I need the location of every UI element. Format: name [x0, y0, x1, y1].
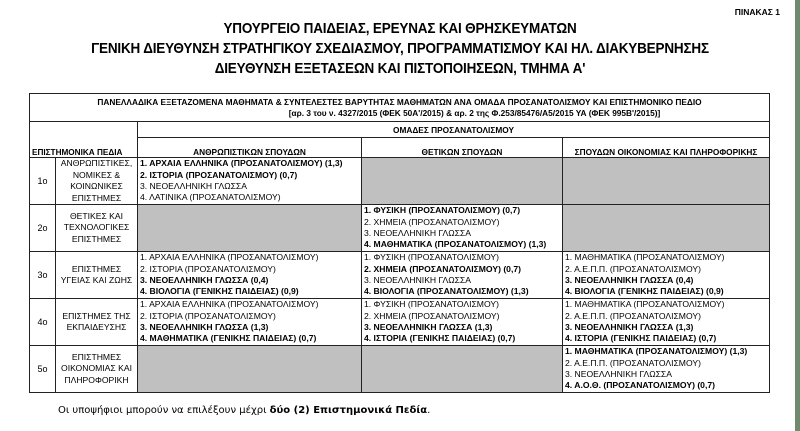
- directorate-title: ΔΙΕΥΘΥΝΣΗ ΕΞΕΤΑΣΕΩΝ ΚΑΙ ΠΙΣΤΟΠΟΙΗΣΕΩΝ, ΤΜΗΜΑ Α': [214, 60, 586, 77]
- empty-cell-economics-informatics: [563, 158, 770, 205]
- column-header-humanities: ΑΝΘΡΩΠΙΣΤΙΚΩΝ ΣΠΟΥΔΩΝ: [138, 138, 362, 158]
- directorate-general-title: ΓΕΝΙΚΗ ΔΙΕΥΘΥΝΣΗ ΣΤΡΑΤΗΓΙΚΟΥ ΣΧΕΔΙΑΣΜΟΥ, ΠΡΟΓΡΑΜΜΑΤΙΣΜΟΥ ΚΑΙ ΗΛ. ΔΙΑΚΥΒΕΡΝΗΣΗΣ: [91, 40, 709, 57]
- subject-item: 2. ΧΗΜΕΙΑ (ΠΡΟΣΑΝΑΤΟΛΙΣΜΟΥ) (0,7): [364, 263, 521, 274]
- subject-item: 4. ΒΙΟΛΟΓΙΑ (ΠΡΟΣΑΝΑΤΟΛΙΣΜΟΥ) (1,3): [364, 286, 529, 297]
- subject-item: 2. Α.Ε.Π.Π. (ΠΡΟΣΑΝΑΤΟΛΙΣΜΟΥ): [565, 357, 701, 368]
- subjects-cell-economics-informatics: [563, 252, 770, 299]
- table-number-label: ΠΙΝΑΚΑΣ 1: [734, 7, 780, 17]
- subject-item: 1. ΦΥΣΙΚΗ (ΠΡΟΣΑΝΑΤΟΛΙΣΜΟΥ) (0,7): [364, 205, 521, 216]
- field-name: ΘΕΤΙΚΕΣ ΚΑΙ ΤΕΧΝΟΛΟΓΙΚΕΣ ΕΠΙΣΤΗΜΕΣ: [56, 205, 138, 252]
- table-caption-line2: [αρ. 3 του ν. 4327/2015 (ΦΕΚ 50Α'/2015) & αρ. 2 της Φ.253/85476/Α5/2015 ΥΑ (ΦΕΚ 995Β'/2015)]: [288, 107, 661, 118]
- subject-item: 2. ΧΗΜΕΙΑ (ΠΡΟΣΑΝΑΤΟΛΙΣΜΟΥ): [364, 216, 500, 227]
- subject-item: 1. ΜΑΘΗΜΑΤΙΚΑ (ΠΡΟΣΑΝΑΤΟΛΙΣΜΟΥ) (1,3): [565, 346, 748, 357]
- subject-item: 4. ΜΑΘΗΜΑΤΙΚΑ (ΓΕΝΙΚΗΣ ΠΑΙΔΕΙΑΣ) (0,7): [140, 333, 317, 344]
- empty-cell-sciences: [362, 158, 563, 205]
- footer-note-emphasis: δύο (2) Επιστημονικά Πεδία: [269, 405, 428, 416]
- subject-item: 4. ΙΣΤΟΡΙΑ (ΓΕΝΙΚΗΣ ΠΑΙΔΕΙΑΣ) (0,7): [364, 333, 516, 344]
- subject-item: 3. ΝΕΟΕΛΛΗΝΙΚΗ ΓΛΩΣΣΑ (1,3): [565, 322, 694, 332]
- footer-note: [58, 405, 430, 416]
- field-name: ΕΠΙΣΤΗΜΕΣ ΤΗΣ ΕΚΠΑΙΔΕΥΣΗΣ: [56, 299, 138, 346]
- window-edge-bar: [795, 0, 800, 431]
- subject-item: 1. ΜΑΘΗΜΑΤΙΚΑ (ΠΡΟΣΑΝΑΤΟΛΙΣΜΟΥ): [565, 299, 725, 310]
- table-row: [30, 252, 770, 299]
- subject-item: 1. ΜΑΘΗΜΑΤΙΚΑ (ΠΡΟΣΑΝΑΤΟΛΙΣΜΟΥ): [565, 252, 725, 263]
- subjects-cell-sciences: [362, 252, 563, 299]
- field-number: 2ο: [30, 205, 56, 252]
- fields-header: ΕΠΙΣΤΗΜΟΝΙΚΑ ΠΕΔΙΑ: [30, 122, 138, 158]
- subject-item: 1. ΑΡΧΑΙΑ ΕΛΛΗΝΙΚΑ (ΠΡΟΣΑΝΑΤΟΛΙΣΜΟΥ): [140, 299, 319, 310]
- empty-cell-economics-informatics: [563, 205, 770, 252]
- subject-item: 4. Α.Ο.Θ. (ΠΡΟΣΑΝΑΤΟΛΙΣΜΟΥ) (0,7): [565, 380, 715, 391]
- subject-item: 4. ΛΑΤΙΝΙΚΑ (ΠΡΟΣΑΝΑΤΟΛΙΣΜΟΥ): [140, 192, 281, 203]
- subject-item: 3. ΝΕΟΕΛΛΗΝΙΚΗ ΓΛΩΣΣΑ (1,3): [364, 322, 493, 332]
- ministry-title: ΥΠΟΥΡΓΕΙΟ ΠΑΙΔΕΙΑΣ, ΕΡΕΥΝΑΣ ΚΑΙ ΘΡΗΣΚΕΥΜΑΤΩΝ: [223, 20, 577, 37]
- subjects-cell-economics-informatics: [563, 299, 770, 346]
- field-number: 5ο: [30, 346, 56, 393]
- subject-item: 4. ΒΙΟΛΟΓΙΑ (ΓΕΝΙΚΗΣ ΠΑΙΔΕΙΑΣ) (0,9): [565, 286, 724, 297]
- subjects-cell-humanities: [138, 252, 362, 299]
- subjects-cell-humanities: [138, 299, 362, 346]
- field-name: ΑΝΘΡΩΠΙΣΤΙΚΕΣ, ΝΟΜΙΚΕΣ & ΚΟΙΝΩΝΙΚΕΣ ΕΠΙΣΤΗΜΕΣ: [56, 158, 138, 205]
- table-caption-line1: ΠΑΝΕΛΛΑΔΙΚΑ ΕΞΕΤΑΖΟΜΕΝΑ ΜΑΘΗΜΑΤΑ & ΣΥΝΤΕΛΕΣΤΕΣ ΒΑΡΥΤΗΤΑΣ ΜΑΘΗΜΑΤΩΝ ΑΝΑ ΟΜΑΔΑ ΠΡΟΣΑΝΑΤΟΛΙΣΜΟΥ ΚΑΙ ΕΠΙΣΤΗΜΟΝΙΚΟ ΠΕΔΙΟ: [97, 96, 702, 107]
- empty-cell-sciences: [362, 346, 563, 393]
- footer-note-text: Οι υποψήφιοι μπορούν να επιλέξουν μέχρι: [58, 405, 270, 416]
- subject-item: 1. ΦΥΣΙΚΗ (ΠΡΟΣΑΝΑΤΟΛΙΣΜΟΥ): [364, 299, 499, 310]
- column-header-economics-informatics: ΣΠΟΥΔΩΝ ΟΙΚΟΝΟΜΙΑΣ ΚΑΙ ΠΛΗΡΟΦΟΡΙΚΗΣ: [563, 138, 770, 158]
- table-row: [30, 205, 770, 252]
- table-row: [30, 346, 770, 393]
- table-caption: [30, 94, 770, 122]
- subjects-cell-sciences: [362, 205, 563, 252]
- column-header-sciences: ΘΕΤΙΚΩΝ ΣΠΟΥΔΩΝ: [362, 138, 563, 158]
- table-row: [30, 299, 770, 346]
- subjects-table: [29, 93, 770, 393]
- subject-item: 2. Α.Ε.Π.Π. (ΠΡΟΣΑΝΑΤΟΛΙΣΜΟΥ): [565, 263, 701, 274]
- subject-item: 3. ΝΕΟΕΛΛΗΝΙΚΗ ΓΛΩΣΣΑ: [140, 181, 247, 191]
- subject-item: 4. ΜΑΘΗΜΑΤΙΚΑ (ΠΡΟΣΑΝΑΤΟΛΙΣΜΟΥ) (1,3): [364, 239, 547, 250]
- subjects-cell-humanities: [138, 158, 362, 205]
- subject-item: 3. ΝΕΟΕΛΛΗΝΙΚΗ ΓΛΩΣΣΑ: [364, 228, 471, 238]
- subject-item: 3. ΝΕΟΕΛΛΗΝΙΚΗ ΓΛΩΣΣΑ: [364, 275, 471, 285]
- subject-item: 2. ΙΣΤΟΡΙΑ (ΠΡΟΣΑΝΑΤΟΛΙΣΜΟΥ): [140, 263, 276, 274]
- subject-item: 1. ΑΡΧΑΙΑ ΕΛΛΗΝΙΚΑ (ΠΡΟΣΑΝΑΤΟΛΙΣΜΟΥ) (1,3): [140, 158, 343, 169]
- field-name: ΕΠΙΣΤΗΜΕΣ ΥΓΕΙΑΣ ΚΑΙ ΖΩΗΣ: [56, 252, 138, 299]
- field-number: 1ο: [30, 158, 56, 205]
- subject-item: 1. ΦΥΣΙΚΗ (ΠΡΟΣΑΝΑΤΟΛΙΣΜΟΥ): [364, 252, 499, 263]
- footer-note-end: .: [427, 405, 431, 416]
- subject-item: 4. ΙΣΤΟΡΙΑ (ΓΕΝΙΚΗΣ ΠΑΙΔΕΙΑΣ) (0,7): [565, 333, 717, 344]
- subject-item: 2. Α.Ε.Π.Π. (ΠΡΟΣΑΝΑΤΟΛΙΣΜΟΥ): [565, 310, 701, 321]
- subject-item: 2. ΙΣΤΟΡΙΑ (ΠΡΟΣΑΝΑΤΟΛΙΣΜΟΥ) (0,7): [140, 169, 298, 180]
- subjects-cell-sciences: [362, 299, 563, 346]
- orientation-groups-header: ΟΜΑΔΕΣ ΠΡΟΣΑΝΑΤΟΛΙΣΜΟΥ: [138, 122, 770, 138]
- subject-item: 3. ΝΕΟΕΛΛΗΝΙΚΗ ΓΛΩΣΣΑ (0,4): [565, 275, 694, 285]
- empty-cell-humanities: [138, 346, 362, 393]
- subject-item: 1. ΑΡΧΑΙΑ ΕΛΛΗΝΙΚΑ (ΠΡΟΣΑΝΑΤΟΛΙΣΜΟΥ): [140, 252, 319, 263]
- field-name: ΕΠΙΣΤΗΜΕΣ ΟΙΚΟΝΟΜΙΑΣ ΚΑΙ ΠΛΗΡΟΦΟΡΙΚΗ: [56, 346, 138, 393]
- subjects-cell-economics-informatics: [563, 346, 770, 393]
- table-row: [30, 158, 770, 205]
- empty-cell-humanities: [138, 205, 362, 252]
- field-number: 4ο: [30, 299, 56, 346]
- subject-item: 3. ΝΕΟΕΛΛΗΝΙΚΗ ΓΛΩΣΣΑ (1,3): [140, 322, 269, 332]
- subject-item: 3. ΝΕΟΕΛΛΗΝΙΚΗ ΓΛΩΣΣΑ: [565, 369, 672, 379]
- subject-item: 2. ΧΗΜΕΙΑ (ΠΡΟΣΑΝΑΤΟΛΙΣΜΟΥ): [364, 310, 500, 321]
- subject-item: 2. ΙΣΤΟΡΙΑ (ΠΡΟΣΑΝΑΤΟΛΙΣΜΟΥ): [140, 310, 276, 321]
- subject-item: 3. ΝΕΟΕΛΛΗΝΙΚΗ ΓΛΩΣΣΑ (0,4): [140, 275, 269, 285]
- field-number: 3ο: [30, 252, 56, 299]
- subject-item: 4. ΒΙΟΛΟΓΙΑ (ΓΕΝΙΚΗΣ ΠΑΙΔΕΙΑΣ) (0,9): [140, 286, 299, 297]
